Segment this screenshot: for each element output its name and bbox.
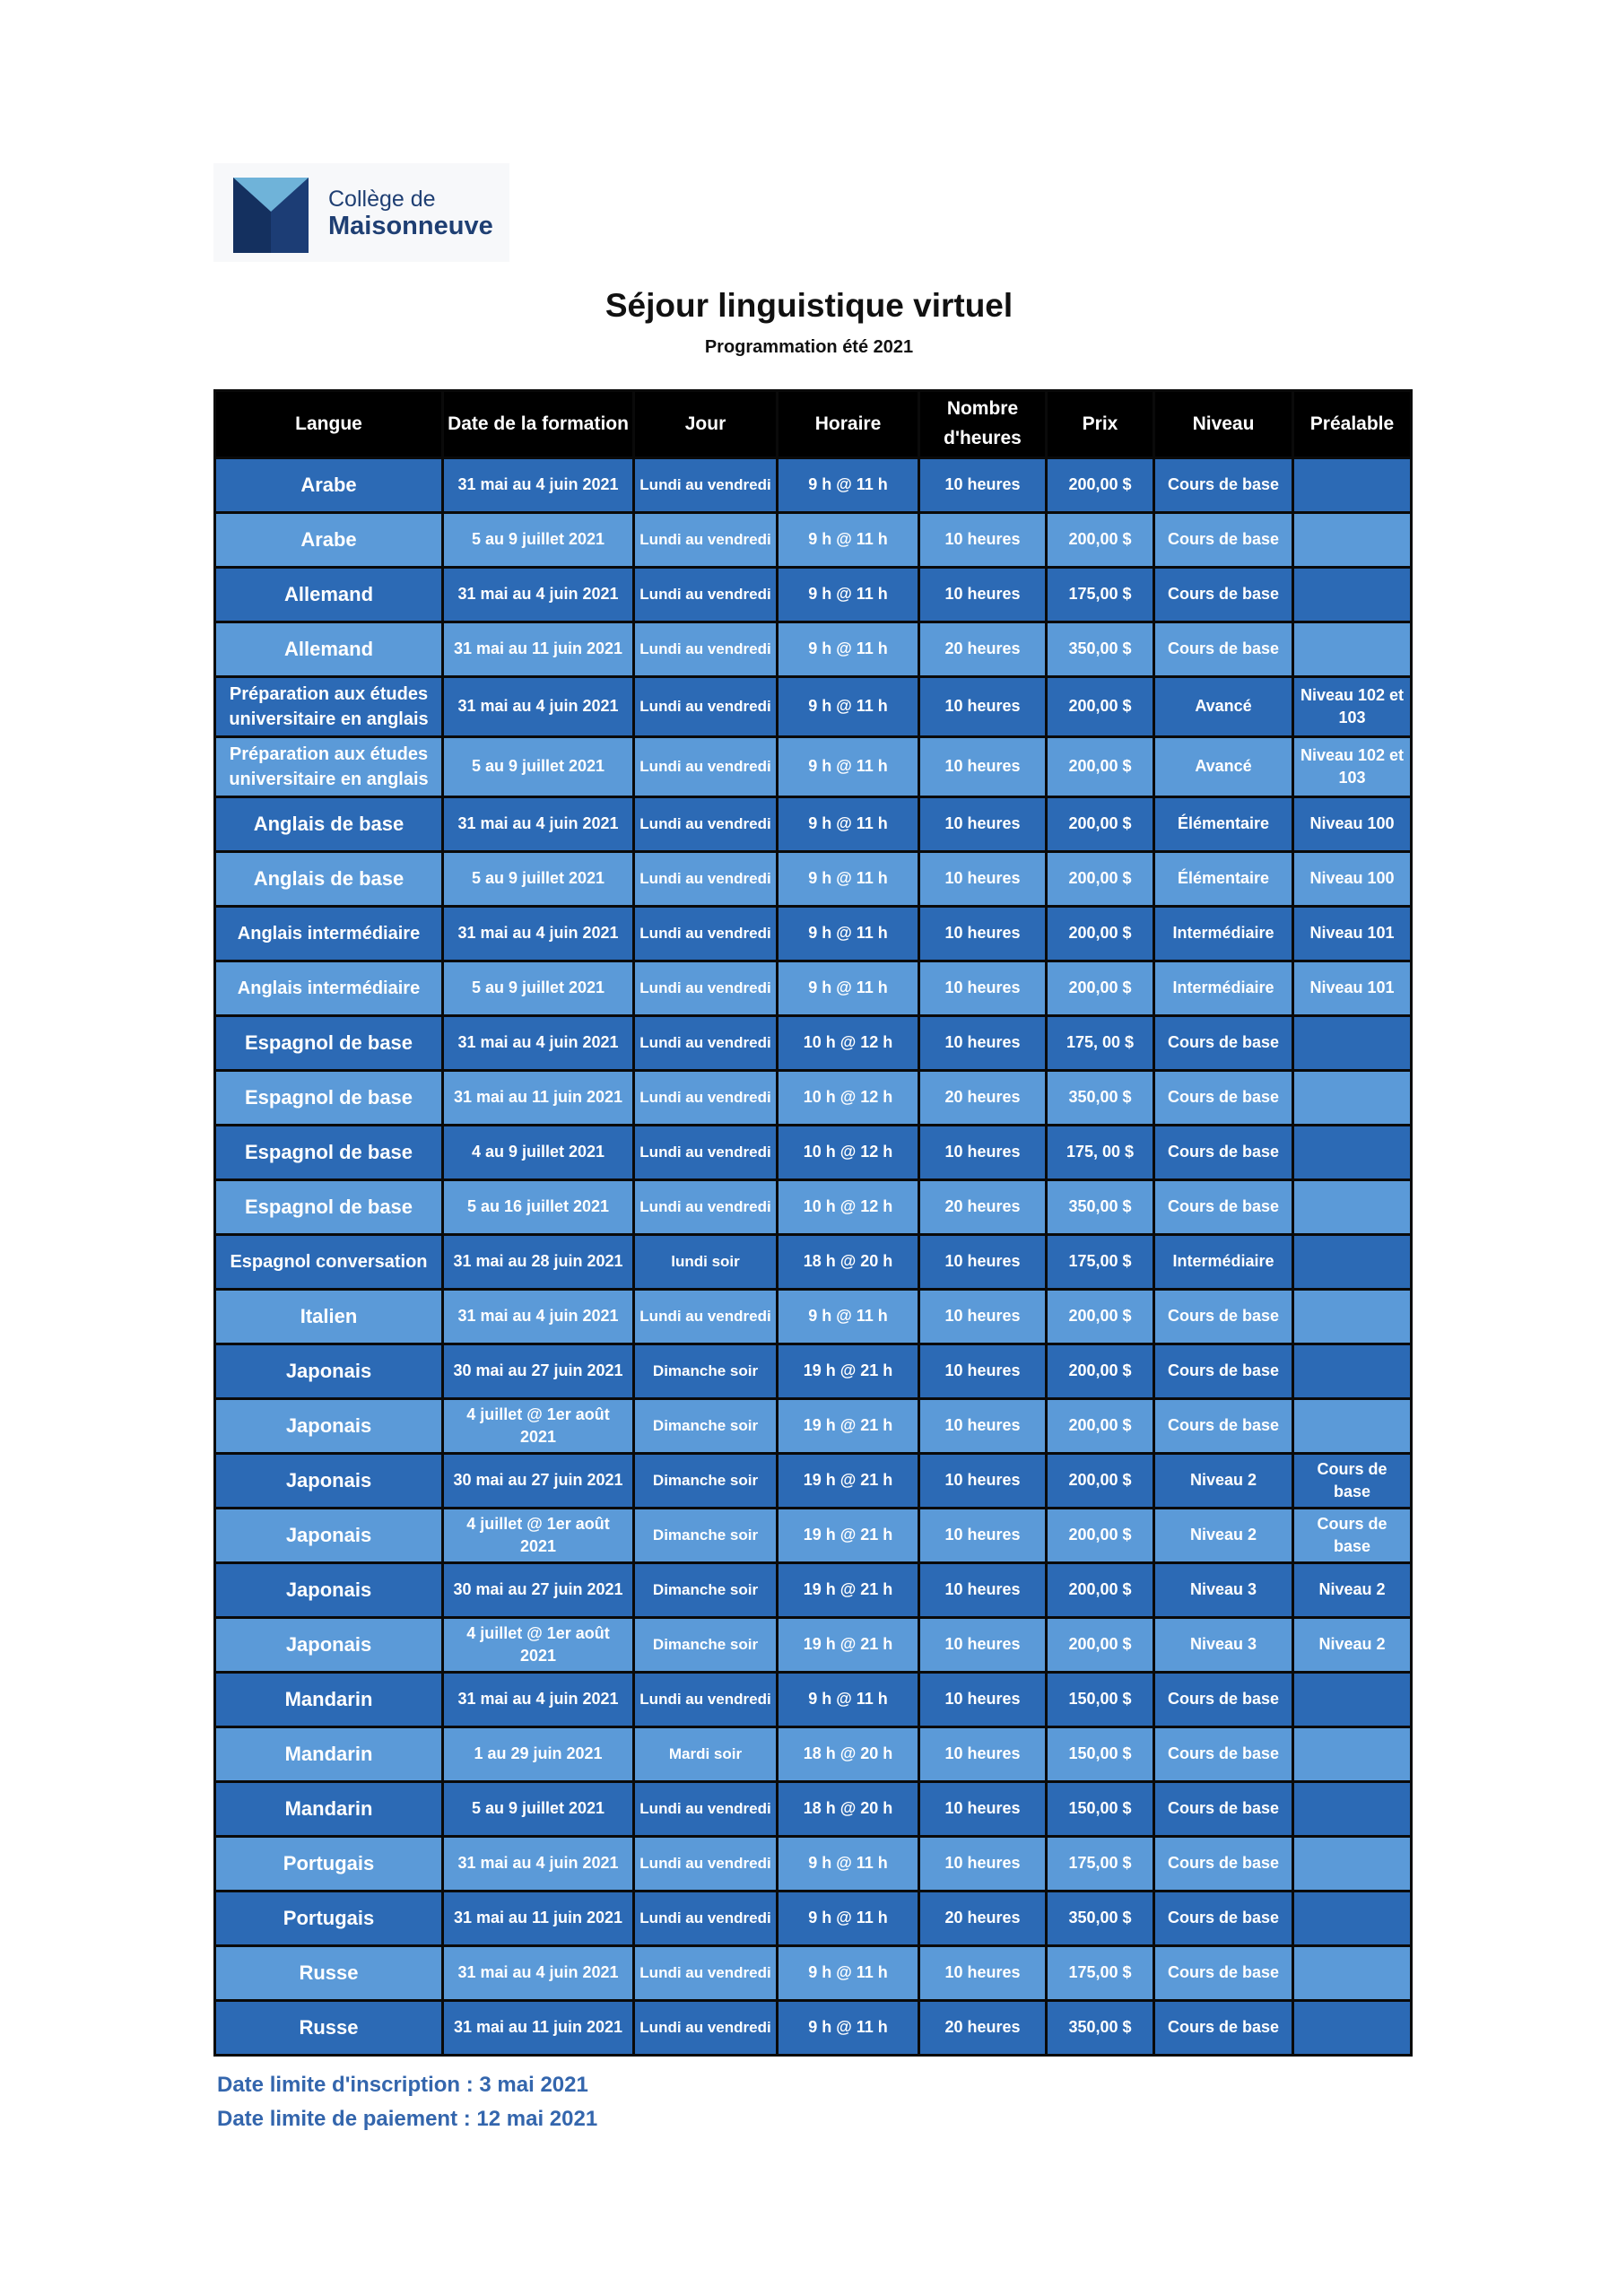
- cell-date: 30 mai au 27 juin 2021: [443, 1344, 634, 1399]
- cell-horaire: 10 h @ 12 h: [778, 1180, 919, 1235]
- cell-date: 4 juillet @ 1er août 2021: [443, 1618, 634, 1673]
- table-row: [215, 852, 1412, 907]
- cell-date: 31 mai au 28 juin 2021: [443, 1235, 634, 1290]
- cell-jour: Lundi au vendredi: [634, 1946, 778, 2001]
- cell-prix: 200,00 $: [1047, 677, 1154, 737]
- cell-prix: 200,00 $: [1047, 1344, 1154, 1399]
- cell-prix: 175,00 $: [1047, 1946, 1154, 2001]
- cell-heures: 10 heures: [919, 1399, 1047, 1454]
- cell-prealable: [1293, 1235, 1412, 1290]
- cell-date: 31 mai au 11 juin 2021: [443, 622, 634, 677]
- cell-langue: Russe: [215, 2001, 443, 2056]
- cell-horaire: 9 h @ 11 h: [778, 1673, 919, 1727]
- cell-prealable: Niveau 101: [1293, 907, 1412, 961]
- cell-horaire: 10 h @ 12 h: [778, 1126, 919, 1180]
- cell-heures: 10 heures: [919, 907, 1047, 961]
- cell-heures: 10 heures: [919, 1509, 1047, 1563]
- table-row: [215, 797, 1412, 852]
- table-row: [215, 1727, 1412, 1782]
- cell-langue: Espagnol de base: [215, 1071, 443, 1126]
- cell-horaire: 10 h @ 12 h: [778, 1071, 919, 1126]
- table-row: [215, 1016, 1412, 1071]
- cell-prealable: [1293, 1727, 1412, 1782]
- cell-jour: Lundi au vendredi: [634, 737, 778, 797]
- cell-langue: Mandarin: [215, 1673, 443, 1727]
- cell-heures: 10 heures: [919, 1563, 1047, 1618]
- cell-langue: Anglais de base: [215, 797, 443, 852]
- cell-langue: Arabe: [215, 458, 443, 513]
- cell-langue: Japonais: [215, 1454, 443, 1509]
- cell-niveau: Niveau 2: [1154, 1454, 1293, 1509]
- cell-horaire: 18 h @ 20 h: [778, 1727, 919, 1782]
- cell-prealable: Niveau 102 et 103: [1293, 677, 1412, 737]
- cell-date: 31 mai au 4 juin 2021: [443, 907, 634, 961]
- cell-jour: Dimanche soir: [634, 1618, 778, 1673]
- cell-heures: 20 heures: [919, 1180, 1047, 1235]
- cell-heures: 10 heures: [919, 737, 1047, 797]
- cell-heures: 10 heures: [919, 852, 1047, 907]
- cell-prealable: Niveau 2: [1293, 1618, 1412, 1673]
- cell-jour: Lundi au vendredi: [634, 1673, 778, 1727]
- cell-jour: Lundi au vendredi: [634, 458, 778, 513]
- cell-heures: 10 heures: [919, 568, 1047, 622]
- header-jour: Jour: [634, 391, 778, 458]
- cell-jour: Dimanche soir: [634, 1454, 778, 1509]
- schedule-table: [213, 389, 1413, 2057]
- cell-heures: 10 heures: [919, 961, 1047, 1016]
- cell-horaire: 9 h @ 11 h: [778, 1892, 919, 1946]
- cell-jour: Dimanche soir: [634, 1563, 778, 1618]
- cell-langue: Anglais de base: [215, 852, 443, 907]
- cell-date: 5 au 9 juillet 2021: [443, 852, 634, 907]
- cell-heures: 10 heures: [919, 1290, 1047, 1344]
- cell-jour: Lundi au vendredi: [634, 2001, 778, 2056]
- cell-niveau: Cours de base: [1154, 1673, 1293, 1727]
- cell-prealable: [1293, 513, 1412, 568]
- cell-prealable: Niveau 2: [1293, 1563, 1412, 1618]
- cell-date: 31 mai au 11 juin 2021: [443, 1892, 634, 1946]
- cell-jour: Lundi au vendredi: [634, 852, 778, 907]
- cell-prealable: [1293, 1399, 1412, 1454]
- cell-horaire: 19 h @ 21 h: [778, 1399, 919, 1454]
- cell-langue: Japonais: [215, 1509, 443, 1563]
- cell-niveau: Intermédiaire: [1154, 1235, 1293, 1290]
- cell-niveau: Cours de base: [1154, 1399, 1293, 1454]
- cell-date: 5 au 9 juillet 2021: [443, 737, 634, 797]
- cell-niveau: Cours de base: [1154, 1016, 1293, 1071]
- cell-langue: Portugais: [215, 1837, 443, 1892]
- cell-date: 31 mai au 4 juin 2021: [443, 1837, 634, 1892]
- cell-heures: 20 heures: [919, 2001, 1047, 2056]
- cell-heures: 10 heures: [919, 513, 1047, 568]
- cell-langue: Espagnol conversation: [215, 1235, 443, 1290]
- cell-jour: Lundi au vendredi: [634, 513, 778, 568]
- header-horaire: Horaire: [778, 391, 919, 458]
- cell-prealable: Niveau 100: [1293, 852, 1412, 907]
- cell-horaire: 19 h @ 21 h: [778, 1454, 919, 1509]
- cell-langue: Préparation aux études universitaire en anglais: [215, 677, 443, 737]
- cell-prealable: [1293, 458, 1412, 513]
- cell-niveau: Avancé: [1154, 677, 1293, 737]
- cell-prix: 350,00 $: [1047, 622, 1154, 677]
- cell-prealable: [1293, 1290, 1412, 1344]
- cell-langue: Allemand: [215, 622, 443, 677]
- cell-prealable: [1293, 1892, 1412, 1946]
- cell-jour: Lundi au vendredi: [634, 1837, 778, 1892]
- cell-niveau: Cours de base: [1154, 2001, 1293, 2056]
- table-row: [215, 1892, 1412, 1946]
- cell-prix: 200,00 $: [1047, 1509, 1154, 1563]
- cell-jour: Lundi au vendredi: [634, 568, 778, 622]
- cell-date: 31 mai au 4 juin 2021: [443, 677, 634, 737]
- cell-langue: Espagnol de base: [215, 1126, 443, 1180]
- cell-horaire: 9 h @ 11 h: [778, 622, 919, 677]
- page-subtitle: Programmation été 2021: [704, 337, 914, 357]
- cell-horaire: 9 h @ 11 h: [778, 513, 919, 568]
- cell-niveau: Cours de base: [1154, 1180, 1293, 1235]
- cell-prealable: [1293, 1180, 1412, 1235]
- cell-niveau: Élémentaire: [1154, 797, 1293, 852]
- cell-jour: Lundi au vendredi: [634, 1180, 778, 1235]
- cell-prealable: Niveau 101: [1293, 961, 1412, 1016]
- cell-prix: 200,00 $: [1047, 961, 1154, 1016]
- cell-horaire: 18 h @ 20 h: [778, 1235, 919, 1290]
- cell-date: 31 mai au 11 juin 2021: [443, 2001, 634, 2056]
- table-row: [215, 677, 1412, 737]
- cell-niveau: Intermédiaire: [1154, 907, 1293, 961]
- header-date: Date de la formation: [443, 391, 634, 458]
- logo-line-2: Maisonneuve: [328, 212, 493, 240]
- cell-prix: 350,00 $: [1047, 1071, 1154, 1126]
- cell-prix: 200,00 $: [1047, 1454, 1154, 1509]
- table-row: [215, 568, 1412, 622]
- header-heures: Nombre d'heures: [919, 391, 1047, 458]
- cell-prealable: [1293, 568, 1412, 622]
- cell-date: 31 mai au 4 juin 2021: [443, 1673, 634, 1727]
- cell-horaire: 9 h @ 11 h: [778, 1946, 919, 2001]
- cell-langue: Préparation aux études universitaire en anglais: [215, 737, 443, 797]
- cell-date: 31 mai au 4 juin 2021: [443, 568, 634, 622]
- header-prealable: Préalable: [1293, 391, 1412, 458]
- cell-horaire: 9 h @ 11 h: [778, 1290, 919, 1344]
- table-row: [215, 1837, 1412, 1892]
- cell-heures: 10 heures: [919, 677, 1047, 737]
- cell-niveau: Cours de base: [1154, 1071, 1293, 1126]
- cell-date: 30 mai au 27 juin 2021: [443, 1563, 634, 1618]
- cell-heures: 10 heures: [919, 1837, 1047, 1892]
- cell-heures: 10 heures: [919, 1235, 1047, 1290]
- cell-langue: Mandarin: [215, 1782, 443, 1837]
- table-row: [215, 1290, 1412, 1344]
- cell-langue: Russe: [215, 1946, 443, 2001]
- cell-horaire: 18 h @ 20 h: [778, 1782, 919, 1837]
- cell-horaire: 9 h @ 11 h: [778, 677, 919, 737]
- cell-niveau: Niveau 3: [1154, 1618, 1293, 1673]
- cell-niveau: Cours de base: [1154, 568, 1293, 622]
- cell-jour: Lundi au vendredi: [634, 1071, 778, 1126]
- cell-prealable: [1293, 1344, 1412, 1399]
- cell-prix: 150,00 $: [1047, 1673, 1154, 1727]
- cell-langue: Japonais: [215, 1563, 443, 1618]
- cell-heures: 10 heures: [919, 458, 1047, 513]
- table-row: [215, 737, 1412, 797]
- cell-jour: Lundi au vendredi: [634, 1892, 778, 1946]
- table-row: [215, 1673, 1412, 1727]
- cell-langue: Mandarin: [215, 1727, 443, 1782]
- cell-langue: Espagnol de base: [215, 1180, 443, 1235]
- cell-prix: 150,00 $: [1047, 1782, 1154, 1837]
- header-niveau: Niveau: [1154, 391, 1293, 458]
- cell-horaire: 9 h @ 11 h: [778, 458, 919, 513]
- cell-langue: Japonais: [215, 1399, 443, 1454]
- table-row: [215, 2001, 1412, 2056]
- cell-prix: 175, 00 $: [1047, 1126, 1154, 1180]
- cell-date: 5 au 9 juillet 2021: [443, 1782, 634, 1837]
- cell-prix: 175, 00 $: [1047, 1016, 1154, 1071]
- cell-date: 30 mai au 27 juin 2021: [443, 1454, 634, 1509]
- table-row: [215, 1399, 1412, 1454]
- cell-prealable: [1293, 1837, 1412, 1892]
- cell-prix: 350,00 $: [1047, 2001, 1154, 2056]
- header-prix: Prix: [1047, 391, 1154, 458]
- cell-date: 31 mai au 4 juin 2021: [443, 1016, 634, 1071]
- cell-niveau: Avancé: [1154, 737, 1293, 797]
- cell-prix: 200,00 $: [1047, 1563, 1154, 1618]
- cell-prealable: [1293, 1071, 1412, 1126]
- payment-deadline: Date limite de paiement : 12 mai 2021: [217, 2106, 598, 2131]
- cell-jour: Lundi au vendredi: [634, 907, 778, 961]
- cell-niveau: Cours de base: [1154, 1126, 1293, 1180]
- cell-horaire: 9 h @ 11 h: [778, 961, 919, 1016]
- cell-niveau: Cours de base: [1154, 1946, 1293, 2001]
- cell-niveau: Niveau 2: [1154, 1509, 1293, 1563]
- cell-heures: 10 heures: [919, 1126, 1047, 1180]
- college-logo: [213, 163, 509, 262]
- table-row: [215, 458, 1412, 513]
- cell-prix: 200,00 $: [1047, 852, 1154, 907]
- cell-heures: 10 heures: [919, 1618, 1047, 1673]
- cell-prix: 200,00 $: [1047, 1399, 1154, 1454]
- cell-niveau: Cours de base: [1154, 458, 1293, 513]
- cell-niveau: Cours de base: [1154, 1290, 1293, 1344]
- table-row: [215, 622, 1412, 677]
- cell-prix: 200,00 $: [1047, 907, 1154, 961]
- cell-heures: 10 heures: [919, 1344, 1047, 1399]
- cell-prix: 200,00 $: [1047, 797, 1154, 852]
- cell-heures: 10 heures: [919, 1727, 1047, 1782]
- cell-horaire: 9 h @ 11 h: [778, 2001, 919, 2056]
- cell-horaire: 19 h @ 21 h: [778, 1344, 919, 1399]
- table-row: [215, 1126, 1412, 1180]
- cell-heures: 10 heures: [919, 1016, 1047, 1071]
- cell-langue: Anglais intermédiaire: [215, 907, 443, 961]
- table-row: [215, 1235, 1412, 1290]
- cell-date: 4 juillet @ 1er août 2021: [443, 1509, 634, 1563]
- cell-date: 31 mai au 4 juin 2021: [443, 1946, 634, 2001]
- deadlines: [217, 2068, 597, 2136]
- cell-prealable: [1293, 1782, 1412, 1837]
- cell-niveau: Intermédiaire: [1154, 961, 1293, 1016]
- cell-horaire: 9 h @ 11 h: [778, 1837, 919, 1892]
- cell-prix: 175,00 $: [1047, 1837, 1154, 1892]
- cell-heures: 20 heures: [919, 622, 1047, 677]
- cell-prealable: Cours de base: [1293, 1454, 1412, 1509]
- cell-langue: Espagnol de base: [215, 1016, 443, 1071]
- college-logo-text: [328, 187, 493, 240]
- table-row: [215, 1782, 1412, 1837]
- cell-prix: 175,00 $: [1047, 568, 1154, 622]
- cell-date: 5 au 9 juillet 2021: [443, 513, 634, 568]
- cell-niveau: Cours de base: [1154, 1344, 1293, 1399]
- cell-langue: Japonais: [215, 1618, 443, 1673]
- cell-langue: Japonais: [215, 1344, 443, 1399]
- cell-jour: Lundi au vendredi: [634, 622, 778, 677]
- cell-langue: Anglais intermédiaire: [215, 961, 443, 1016]
- college-logo-mark-icon: [233, 178, 309, 253]
- cell-horaire: 10 h @ 12 h: [778, 1016, 919, 1071]
- cell-date: 5 au 16 juillet 2021: [443, 1180, 634, 1235]
- cell-prix: 350,00 $: [1047, 1892, 1154, 1946]
- cell-jour: Dimanche soir: [634, 1509, 778, 1563]
- cell-niveau: Cours de base: [1154, 1782, 1293, 1837]
- table-row: [215, 1454, 1412, 1509]
- cell-date: 1 au 29 juin 2021: [443, 1727, 634, 1782]
- table-row: [215, 1344, 1412, 1399]
- schedule-body: [215, 458, 1412, 2056]
- cell-prix: 175,00 $: [1047, 1235, 1154, 1290]
- cell-jour: Lundi au vendredi: [634, 797, 778, 852]
- cell-niveau: Cours de base: [1154, 1892, 1293, 1946]
- cell-horaire: 9 h @ 11 h: [778, 852, 919, 907]
- cell-date: 5 au 9 juillet 2021: [443, 961, 634, 1016]
- cell-jour: Lundi au vendredi: [634, 1126, 778, 1180]
- cell-heures: 10 heures: [919, 1454, 1047, 1509]
- page-title: Séjour linguistique virtuel: [605, 287, 1013, 324]
- cell-jour: lundi soir: [634, 1235, 778, 1290]
- table-row: [215, 1946, 1412, 2001]
- table-header-row: [215, 391, 1412, 458]
- cell-horaire: 9 h @ 11 h: [778, 737, 919, 797]
- cell-prix: 350,00 $: [1047, 1180, 1154, 1235]
- cell-date: 31 mai au 4 juin 2021: [443, 1290, 634, 1344]
- cell-niveau: Cours de base: [1154, 1837, 1293, 1892]
- cell-langue: Portugais: [215, 1892, 443, 1946]
- cell-date: 4 juillet @ 1er août 2021: [443, 1399, 634, 1454]
- cell-date: 31 mai au 4 juin 2021: [443, 458, 634, 513]
- cell-prix: 200,00 $: [1047, 458, 1154, 513]
- cell-prealable: Cours de base: [1293, 1509, 1412, 1563]
- cell-jour: Lundi au vendredi: [634, 1290, 778, 1344]
- cell-date: 4 au 9 juillet 2021: [443, 1126, 634, 1180]
- cell-heures: 10 heures: [919, 1782, 1047, 1837]
- cell-jour: Dimanche soir: [634, 1399, 778, 1454]
- cell-heures: 10 heures: [919, 1946, 1047, 2001]
- table-row: [215, 1071, 1412, 1126]
- cell-jour: Lundi au vendredi: [634, 677, 778, 737]
- cell-jour: Dimanche soir: [634, 1344, 778, 1399]
- cell-heures: 10 heures: [919, 1673, 1047, 1727]
- table-row: [215, 1180, 1412, 1235]
- cell-heures: 20 heures: [919, 1892, 1047, 1946]
- cell-horaire: 9 h @ 11 h: [778, 797, 919, 852]
- table-row: [215, 1618, 1412, 1673]
- cell-horaire: 19 h @ 21 h: [778, 1563, 919, 1618]
- cell-horaire: 19 h @ 21 h: [778, 1618, 919, 1673]
- header-langue: Langue: [215, 391, 443, 458]
- cell-horaire: 9 h @ 11 h: [778, 907, 919, 961]
- cell-niveau: Niveau 3: [1154, 1563, 1293, 1618]
- cell-heures: 20 heures: [919, 1071, 1047, 1126]
- cell-jour: Lundi au vendredi: [634, 961, 778, 1016]
- cell-horaire: 9 h @ 11 h: [778, 568, 919, 622]
- cell-prealable: [1293, 1126, 1412, 1180]
- logo-line-1: Collège de: [328, 187, 436, 212]
- cell-prix: 200,00 $: [1047, 513, 1154, 568]
- table-row: [215, 907, 1412, 961]
- table-row: [215, 1509, 1412, 1563]
- table-row: [215, 961, 1412, 1016]
- cell-date: 31 mai au 11 juin 2021: [443, 1071, 634, 1126]
- cell-prealable: Niveau 100: [1293, 797, 1412, 852]
- cell-heures: 10 heures: [919, 797, 1047, 852]
- cell-prix: 200,00 $: [1047, 737, 1154, 797]
- cell-prix: 200,00 $: [1047, 1618, 1154, 1673]
- cell-prealable: [1293, 1673, 1412, 1727]
- cell-niveau: Élémentaire: [1154, 852, 1293, 907]
- cell-horaire: 19 h @ 21 h: [778, 1509, 919, 1563]
- cell-date: 31 mai au 4 juin 2021: [443, 797, 634, 852]
- cell-niveau: Cours de base: [1154, 1727, 1293, 1782]
- table-row: [215, 1563, 1412, 1618]
- cell-prealable: [1293, 1946, 1412, 2001]
- cell-prealable: [1293, 1016, 1412, 1071]
- cell-langue: Italien: [215, 1290, 443, 1344]
- cell-prealable: Niveau 102 et 103: [1293, 737, 1412, 797]
- cell-jour: Mardi soir: [634, 1727, 778, 1782]
- cell-prealable: [1293, 2001, 1412, 2056]
- table-row: [215, 513, 1412, 568]
- cell-prealable: [1293, 622, 1412, 677]
- cell-prix: 200,00 $: [1047, 1290, 1154, 1344]
- cell-langue: Arabe: [215, 513, 443, 568]
- cell-langue: Allemand: [215, 568, 443, 622]
- cell-niveau: Cours de base: [1154, 513, 1293, 568]
- cell-niveau: Cours de base: [1154, 622, 1293, 677]
- cell-jour: Lundi au vendredi: [634, 1016, 778, 1071]
- cell-jour: Lundi au vendredi: [634, 1782, 778, 1837]
- registration-deadline: Date limite d'inscription : 3 mai 2021: [217, 2073, 588, 2097]
- cell-prix: 150,00 $: [1047, 1727, 1154, 1782]
